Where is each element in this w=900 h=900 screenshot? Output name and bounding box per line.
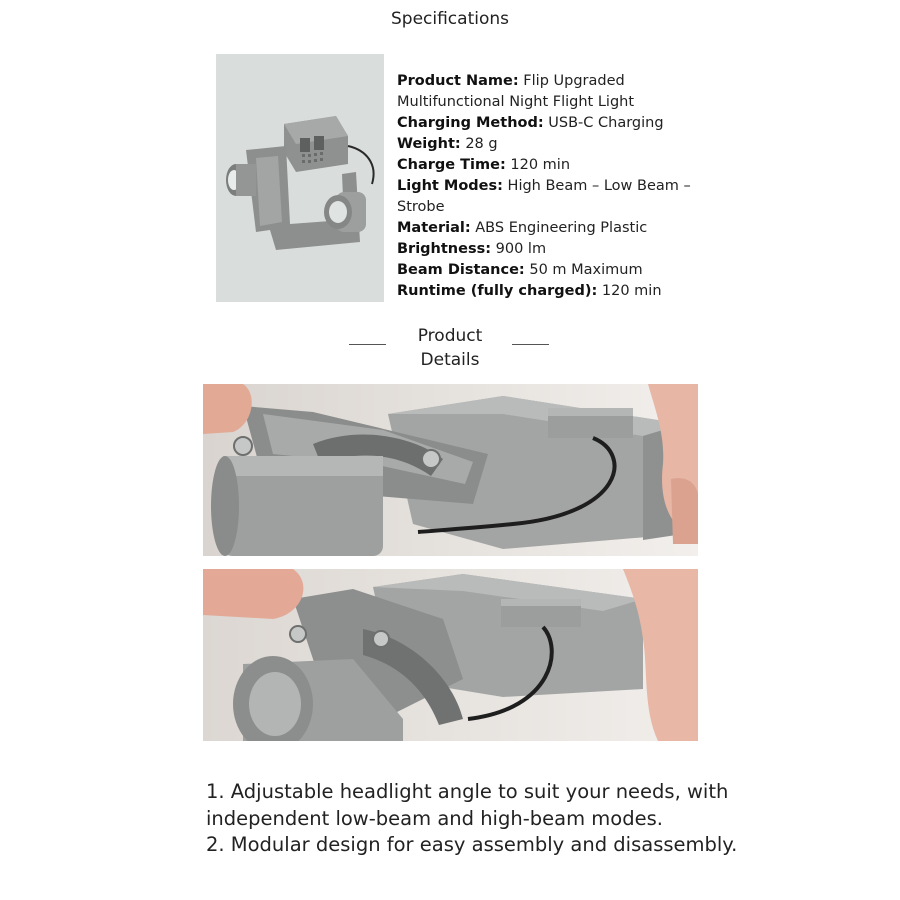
spec-brightness [397,239,717,260]
spec-runtime [397,281,717,302]
product-photo-angle-down [203,569,698,741]
spec-value: 28 g [460,136,498,152]
feature-list [206,779,766,859]
specifications-title: Specifications [390,9,509,29]
feature-item: 2. Modular design for easy assembly and disassembly. [206,833,738,856]
spec-light-modes [397,176,717,218]
product-details-heading [0,324,900,372]
spec-beam-distance [397,260,717,281]
spec-label: Weight: [397,136,461,152]
heading-line: Product [417,326,483,346]
spec-value: USB-C Charging [543,115,664,131]
spec-material [397,218,717,239]
heading-line: Details [420,350,480,370]
spec-label: Charge Time: [397,157,506,173]
product-photo-angle-up [203,384,698,556]
spec-label: Charging Method: [397,115,544,131]
spec-label: Material: [397,220,471,236]
spec-value: 50 m Maximum [524,262,643,278]
feature-item: 1. Adjustable headlight angle to suit your needs, with independent low-beam and high-beam modes. [206,780,729,830]
spec-value: ABS Engineering Plastic [470,220,648,236]
spec-label: Light Modes: [397,178,503,194]
spec-value: Flip Upgraded Multifunctional Night Flight Light [397,73,635,110]
spec-value: 120 min [597,283,662,299]
spec-value: 120 min [505,157,571,173]
spec-label: Product Name: [397,73,519,89]
spec-product-name [397,71,717,113]
spec-charge-time [397,155,717,176]
spec-weight [397,134,717,155]
spec-value: High Beam – Low Beam – Strobe [397,178,691,215]
spec-charging-method [397,113,717,134]
spec-label: Runtime (fully charged): [397,283,598,299]
spec-label: Beam Distance: [397,262,525,278]
spec-label: Brightness: [397,241,492,257]
spec-value: 900 lm [491,241,547,257]
specifications-list [397,71,717,302]
product-thumbnail-image [216,54,384,302]
